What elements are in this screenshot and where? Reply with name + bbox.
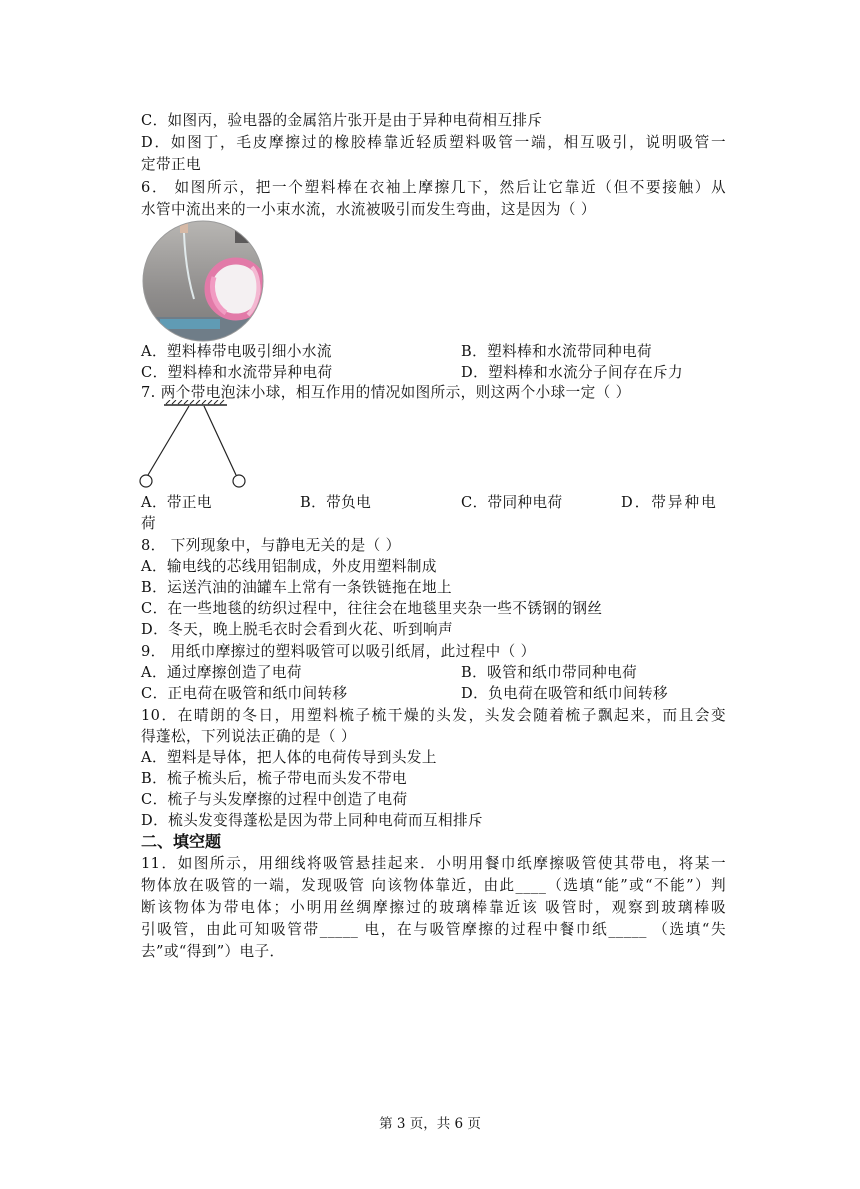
q7-option-d-wrap: 荷: [141, 515, 156, 532]
q7-option-b: B．带负电: [300, 494, 372, 511]
q9-stem: 9． 用纸巾摩擦过的塑料吸管可以吸引纸屑，此过程中（ ）: [141, 643, 536, 660]
q5-option-d-line2: 定带正电: [141, 156, 201, 173]
q7-option-a: A．带正电: [141, 494, 212, 511]
q6-option-c: C．塑料棒和水流带异种电荷: [141, 364, 333, 381]
page-footer: 第 3 页，共 6 页: [379, 1116, 481, 1132]
q6-stem-line2: 水管中流出来的一小束水流，水流被吸引而发生弯曲，这是因为（ ）: [141, 201, 596, 218]
q5-option-d-line1: D．如图丁，毛皮摩擦过的橡胶棒靠近轻质塑料吸管一端，相互吸引，说明吸管一: [141, 134, 726, 151]
q11-line5: 去”或“得到”）电子．: [141, 943, 285, 960]
q6-stem-line1: 6． 如图所示，把一个塑料棒在衣袖上摩擦几下，然后让它靠近（但不要接触）从: [141, 179, 726, 196]
water-stream-figure: [140, 219, 268, 343]
q6-option-d: D．塑料棒和水流分子间存在斥力: [461, 364, 684, 381]
q9-option-c: C．正电荷在吸管和纸巾间转移: [141, 685, 348, 702]
q9-option-a: A．通过摩擦创造了电荷: [141, 664, 302, 681]
q10-option-a: A．塑料是导体，把人体的电荷传导到头发上: [141, 749, 437, 766]
q7-option-d: D．带异种电: [621, 494, 718, 511]
q10-option-c: C．梳子与头发摩擦的过程中创造了电荷: [141, 791, 408, 808]
q8-stem: 8． 下列现象中，与静电无关的是（ ）: [141, 537, 401, 554]
q10-option-b: B．梳子梳头后，梳子带电而头发不带电: [141, 770, 408, 787]
q11-line1: 11．如图所示，用细线将吸管悬挂起来．小明用餐巾纸摩擦吸管使其带电，将某一: [141, 855, 726, 872]
q9-option-d: D．负电荷在吸管和纸巾间转移: [461, 685, 669, 702]
q11-line3: 断该物体为带电体；小明用丝绸摩擦过的玻璃棒靠近该 吸管时，观察到玻璃棒吸: [141, 899, 726, 916]
q8-option-d: D．冬天，晚上脱毛衣时会看到火花、听到响声: [141, 621, 453, 638]
right-ball: [233, 475, 245, 487]
q10-stem-line1: 10．在晴朗的冬日，用塑料梳子梳干燥的头发，头发会随着梳子飘起来，而且会变: [141, 707, 726, 724]
hanging-balls-figure: [138, 400, 250, 492]
q8-option-b: B．运送汽油的油罐车上常有一条铁链拖在地上: [141, 579, 453, 596]
q10-stem-line2: 得蓬松，下列说法正确的是（ ）: [141, 728, 356, 745]
q10-option-d: D．梳头发变得蓬松是因为带上同种电荷而互相排斥: [141, 812, 483, 829]
q9-option-b: B．吸管和纸巾带同种电荷: [461, 664, 638, 681]
q8-option-c: C．在一些地毯的纺织过程中，往往会在地毯里夹杂一些不锈钢的钢丝: [141, 600, 603, 617]
q6-option-b: B．塑料棒和水流带同种电荷: [461, 343, 653, 360]
q7-option-c: C．带同种电荷: [461, 494, 563, 511]
q11-line2: 物体放在吸管的一端，发现吸管 向该物体靠近，由此____（选填“能”或“不能”）判: [141, 877, 726, 894]
q5-option-c: C．如图丙，验电器的金属箔片张开是由于异种电荷相互排斥: [141, 112, 543, 129]
q8-option-a: A．输电线的芯线用铝制成，外皮用塑料制成: [141, 558, 437, 575]
left-ball: [140, 475, 152, 487]
q6-option-a: A．塑料棒带电吸引细小水流: [141, 343, 332, 360]
q11-line4: 引吸管，由此可知吸管带_____ 电，在与吸管摩擦的过程中餐巾纸_____ （选填“失: [141, 921, 726, 938]
section-heading-fill-in: 二、填空题: [141, 832, 222, 851]
q7-stem: 7. 两个带电泡沫小球，相互作用的情况如图所示，则这两个小球一定（ ）: [141, 384, 631, 401]
